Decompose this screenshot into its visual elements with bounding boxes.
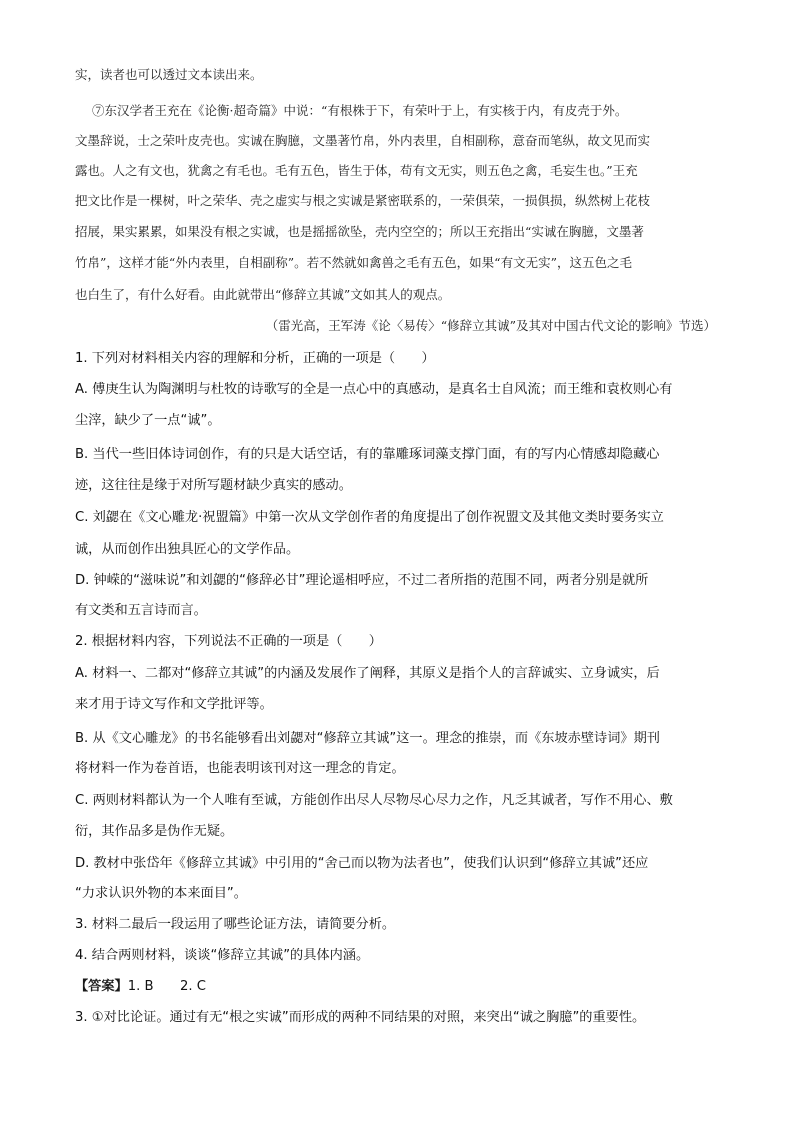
question-line: 来才用于诗文写作和文学批评等。: [75, 697, 273, 712]
question-line: 3. 材料二最后一段运用了哪些论证方法，请简要分析。: [75, 917, 396, 932]
answer-line: [75, 975, 206, 994]
question-line: C. 刘勰在《文心雕龙·祝盟篇》中第一次从文学创作者的角度提出了创作祝盟文及其他文类时要务实立: [75, 510, 664, 525]
question-line: B. 当代一些旧体诗词创作，有的只是大话空话，有的靠雕琢词藻支撑门面，有的写内心情感却隐藏心: [75, 447, 660, 462]
question-line: 有文类和五言诗而言。: [75, 603, 207, 618]
passage-line: ⑦东汉学者王充在《论衡·超奇篇》中说：“有根株于下，有荣叶于上，有实核于内，有皮壳于外。: [92, 103, 628, 118]
answer-label: 【答案】: [75, 979, 128, 994]
question-line: 迹，这往往是缘于对所写题材缺少真实的感动。: [75, 478, 352, 493]
question-line: 衍，其作品多是伪作无疑。: [75, 824, 234, 839]
question-line: A. 材料一、二都对“修辞立其诚”的内涵及发展作了阐释，其原义是指个人的言辞诚实、立身诚实，后: [75, 666, 660, 681]
passage-source: （雷光高，王军涛《论〈易传〉“修辞立其诚”及其对中国古代文论的影响》节选）: [265, 318, 716, 333]
question-line: 1. 下列对材料相关内容的理解和分析，正确的一项是（ ）: [75, 351, 435, 366]
question-line: 诚，从而创作出独具匠心的文学作品。: [75, 542, 300, 557]
passage-line: 竹帛”，这样才能“外内表里，自相副称”。若不然就如禽兽之毛有五色，如果“有文无实”，这五色之毛: [75, 255, 632, 270]
answer-choices: 1. B 2. C: [127, 979, 206, 994]
question-line: D. 教材中张岱年《修辞立其诚》中引用的“舍己而以物为法者也”，使我们认识到“修辞立其诚”还应: [75, 856, 649, 871]
question-line: “力求认识外物的本来面目”。: [75, 886, 247, 901]
question-line: 尘滓，缺少了一点“诚”。: [75, 413, 221, 428]
question-line: 2. 根据材料内容，下列说法不正确的一项是（ ）: [75, 634, 382, 649]
question-line: 4. 结合两则材料，谈谈“修辞立其诚”的具体内涵。: [75, 948, 370, 963]
passage-line: 露也。人之有文也，犹禽之有毛也。毛有五色，皆生于体，苟有文无实，则五色之禽，毛妄生也。”王充: [75, 163, 638, 178]
passage-line: 也白生了，有什么好看。由此就带出“修辞立其诚”文如其人的观点。: [75, 287, 451, 302]
question-line: A. 傅庚生认为陶渊明与杜牧的诗歌写的全是一点心中的真感动，是真名士自风流；而王维和袁枚则心有: [75, 382, 673, 397]
question-line: C. 两则材料都认为一个人唯有至诚，方能创作出尽人尽物尽心尽力之作，凡乏其诚者，写作不用心、敷: [75, 793, 673, 808]
question-line: D. 钟嵘的“滋味说”和刘勰的“修辞必甘”理论遥相呼应，不过二者所指的范围不同，两者分别是就所: [75, 573, 649, 588]
answer-item-3: 3. ①对比论证。通过有无“根之实诚”而形成的两种不同结果的对照，来突出“诚之胸臆”的重要性。: [75, 1010, 646, 1025]
passage-line: 招展，果实累累，如果没有根之实诚，也是摇摇欲坠，壳内空空的；所以王充指出“实诚在胸臆，文墨著: [75, 224, 644, 239]
passage-line: 把文比作是一棵树，叶之荣华、壳之虚实与根之实诚是紧密联系的，一荣俱荣，一损俱损，纵然树上花枝: [75, 193, 651, 208]
passage-line: 实，读者也可以透过文本读出来。: [75, 67, 263, 82]
question-line: B. 从《文心雕龙》的书名能够看出刘勰对“修辞立其诚”这一。理念的推崇，而《东坡赤壁诗词》期刊: [75, 731, 660, 746]
passage-line: 文墨辞说，士之荣叶皮壳也。实诚在胸臆，文墨著竹帛，外内表里，自相副称，意奋而笔纵，故文见而实: [75, 133, 651, 148]
question-line: 将材料一作为卷首语，也能表明该刊对这一理念的肯定。: [75, 761, 405, 776]
